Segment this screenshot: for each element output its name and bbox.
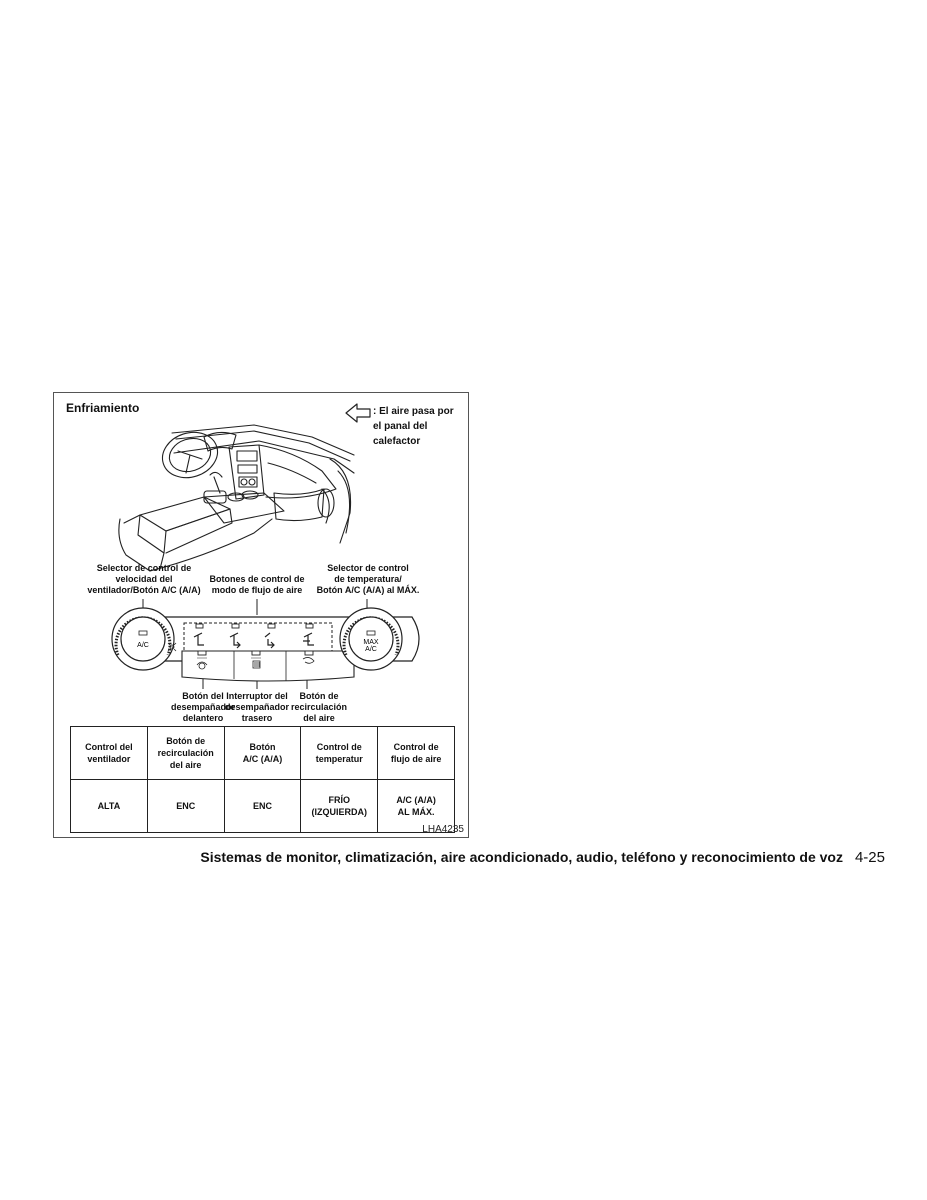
callout-temp-selector: Selector de control de temperatura/ Botón A/C (A/A) al MÁX. <box>316 563 420 595</box>
callout-mode-buttons: Botones de control de modo de flujo de aire <box>209 574 305 595</box>
page-footer <box>200 849 885 866</box>
table-header: Control del ventilador <box>71 727 148 780</box>
legend <box>346 404 463 449</box>
table-header: Botón de recirculación del aire <box>147 727 224 780</box>
table-header: Botón A/C (A/A) <box>224 727 301 780</box>
fan-knob-ac-label: A/C <box>137 642 149 649</box>
temp-knob-ac-label: A/C <box>365 646 377 653</box>
table-row <box>71 780 455 833</box>
table-cell: A/C (A/A) AL MÁX. <box>378 780 455 833</box>
dashboard-drawing <box>119 425 354 571</box>
figure-title: Enfriamiento <box>66 401 140 415</box>
legend-text: : El aire pasa por el panal del calefactor <box>373 406 454 447</box>
callout-fan-selector: Selector de control de velocidad del ventilador/Botón A/C (A/A) <box>87 563 201 595</box>
temp-knob-max-label: MAX <box>363 639 379 646</box>
footer-section-title: Sistemas de monitor, climatización, aire acondicionado, audio, teléfono y reconocimiento de voz <box>200 849 843 865</box>
callout-front-defrost: Botón del desempañador delantero <box>170 691 236 723</box>
table-cell: ALTA <box>71 780 148 833</box>
cooling-settings-table <box>70 726 455 833</box>
figure-code: LHA4235 <box>422 824 464 835</box>
cooling-figure <box>53 392 469 838</box>
callout-rear-defrost: Interruptor del desempañador trasero <box>224 691 290 723</box>
climate-control-panel <box>112 608 419 681</box>
table-header: Control de temperatur <box>301 727 378 780</box>
table-header: Control de flujo de aire <box>378 727 455 780</box>
table-cell: ENC <box>147 780 224 833</box>
callout-recirculation: Botón de recirculación del aire <box>290 691 348 723</box>
table-cell: FRÍO (IZQUIERDA) <box>301 780 378 833</box>
page-number: 4-25 <box>854 849 885 866</box>
table-header-row <box>71 727 455 780</box>
table-cell: ENC <box>224 780 301 833</box>
